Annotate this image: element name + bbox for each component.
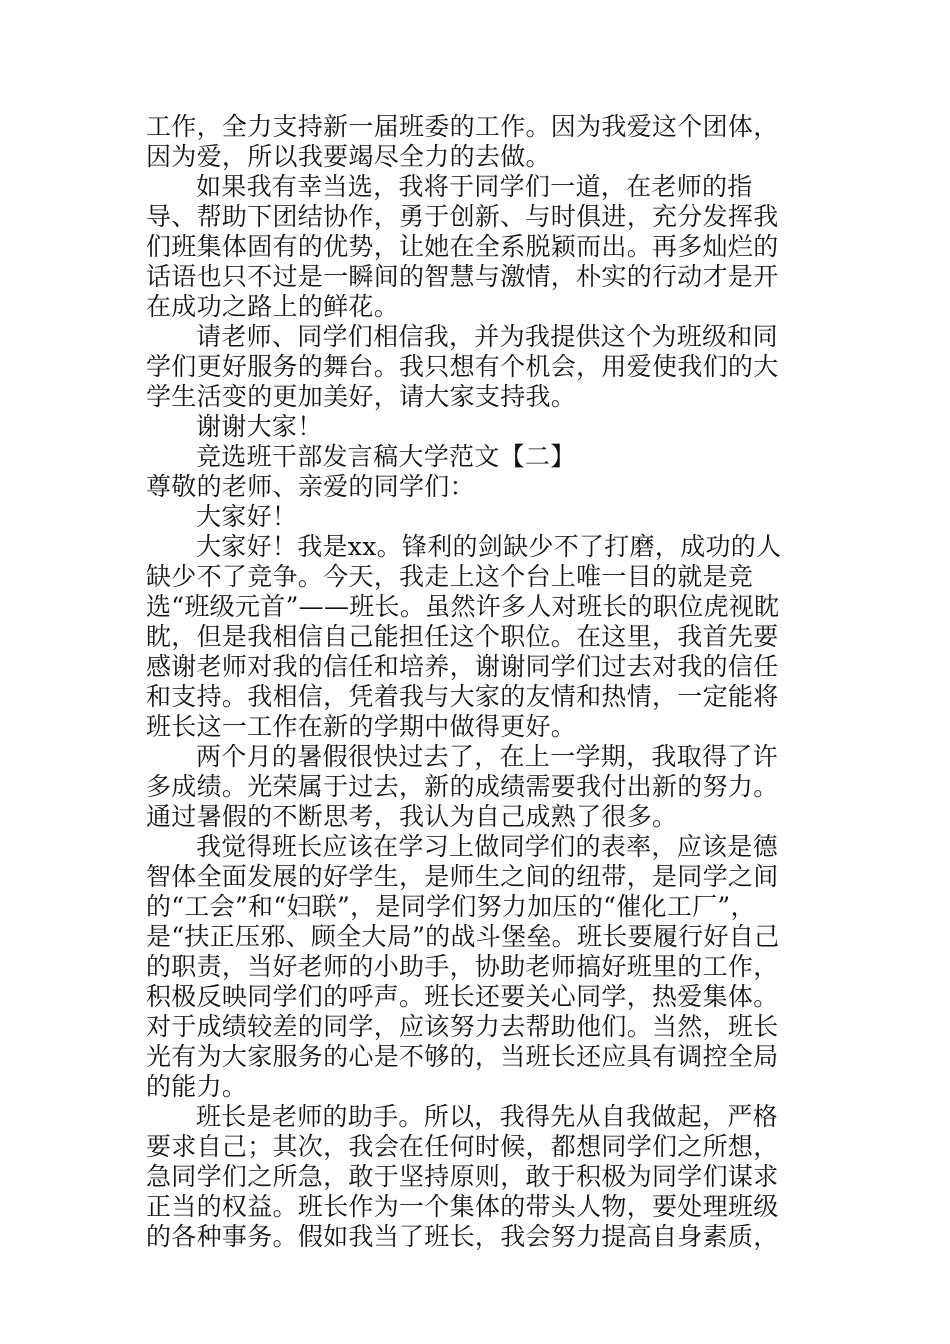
document-page — [146, 112, 796, 1252]
section-heading: 竞选班干部发言稿大学范文【二】 — [196, 442, 576, 471]
salutation: 尊敬的老师、亲爱的同学们： — [146, 472, 475, 501]
paragraph-1: 工作，全力支持新一届班委的工作。因为我爱这个团体，因为爱，所以我要竭尽全力的去做。 — [146, 112, 779, 171]
paragraph-thanks: 谢谢大家！ — [196, 412, 323, 441]
paragraph-3: 请老师、同学们相信我，并为我提供这个为班级和同学们更好服务的舞台。我只想有个机会，用爱使我们的大学生活变的更加美好，请大家支持我。 — [146, 322, 779, 411]
paragraph-role: 我觉得班长应该在学习上做同学们的表率，应该是德智体全面发展的好学生，是师生之间的纽带，是同学之间的“工会”和“妇联”，是同学们努力加压的“催化工厂”，是“扶正压邪、顾全大局”的战斗堡垒。班长要履行好自己的职责，当好老师的小助手，协助老师搞好班里的工作，积极反映同学们的呼声。班长还要关心同学，热爱集体。对于成绩较差的同学，应该努力去帮助他们。当然，班长光有为大家服务的心是不够的，当班长还应具有调控全局的能力。 — [146, 832, 780, 1101]
paragraph-summer: 两个月的暑假很快过去了，在上一学期，我取得了许多成绩。光荣属于过去，新的成绩需要我付出新的努力。通过暑假的不断思考，我认为自己成熟了很多。 — [146, 742, 779, 831]
paragraph-2: 如果我有幸当选，我将于同学们一道，在老师的指导、帮助下团结协作，勇于创新、与时俱进，充分发挥我们班集体固有的优势，让她在全系脱颖而出。再多灿烂的话语也只不过是一瞬间的智慧与激情，朴实的行动才是开在成功之路上的鲜花。 — [146, 172, 779, 321]
greeting: 大家好！ — [196, 502, 298, 531]
paragraph-assistant: 班长是老师的助手。所以，我得先从自我做起，严格要求自己；其次，我会在任何时候，都想同学们之所想，急同学们之所急，敢于坚持原则，敢于积极为同学们谋求正当的权益。班长作为一个集体的带头人物，要处理班级的各种事务。假如我当了班长，我会努力提高自身素质， — [146, 1102, 779, 1251]
paragraph-intro: 大家好！我是xx。锋利的剑缺少不了打磨，成功的人缺少不了竞争。今天，我走上这个台上唯一目的就是竞选“班级元首”——班长。虽然许多人对班长的职位虎视眈眈，但是我相信自己能担任这个职位。在这里，我首先要感谢老师对我的信任和培养，谢谢同学们过去对我的信任和支持。我相信，凭着我与大家的友情和热情，一定能将班长这一工作在新的学期中做得更好。 — [146, 532, 782, 741]
